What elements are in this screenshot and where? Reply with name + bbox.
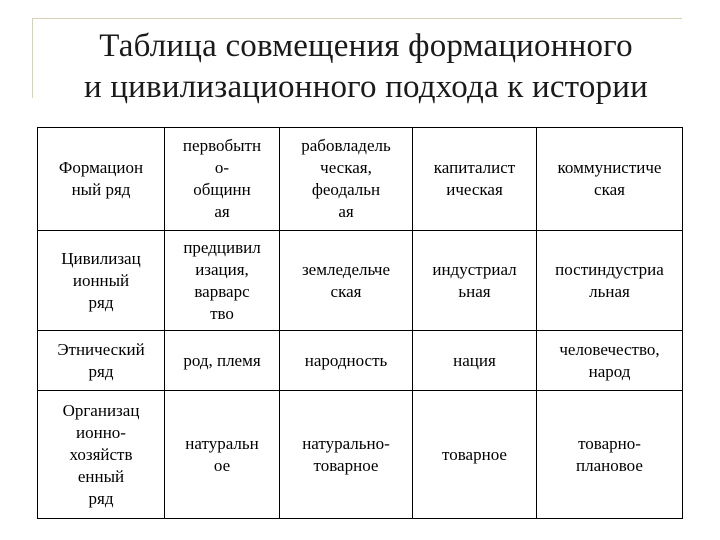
table-cell: нация	[413, 331, 537, 391]
table-cell: человечество, народ	[537, 331, 683, 391]
table-row-formation	[38, 128, 683, 231]
table-cell: индустриал ьная	[413, 231, 537, 331]
row-header-cell: Цивилизац ионный ряд	[38, 231, 165, 331]
table-cell: первобытн о- общинн ая	[165, 128, 280, 231]
table-cell: товарно- плановое	[537, 391, 683, 519]
slide-frame-top-line	[32, 18, 682, 19]
table-row-ethnic	[38, 331, 683, 391]
slide-title-line-2: и цивилизационного подхода к истории	[84, 69, 648, 105]
slide-title-line-1: Таблица совмещения формационного	[99, 28, 633, 64]
table-row-civilization	[38, 231, 683, 331]
row-header-cell: Формацион ный ряд	[38, 128, 165, 231]
table-cell: постиндустриа льная	[537, 231, 683, 331]
table-cell: натурально- товарное	[280, 391, 413, 519]
table-cell: род, племя	[165, 331, 280, 391]
table-cell: предцивил изация, варварс тво	[165, 231, 280, 331]
row-header-cell: Этнический ряд	[38, 331, 165, 391]
table-cell: товарное	[413, 391, 537, 519]
slide-title	[30, 26, 702, 108]
comparison-table	[37, 127, 683, 519]
row-header-cell: Организац ионно- хозяйств енный ряд	[38, 391, 165, 519]
table-cell: народность	[280, 331, 413, 391]
table-cell: земледельче ская	[280, 231, 413, 331]
table-cell: капиталист ическая	[413, 128, 537, 231]
table-cell: рабовладель ческая, феодальн ая	[280, 128, 413, 231]
table-cell: натуральн ое	[165, 391, 280, 519]
table-cell: коммунистиче ская	[537, 128, 683, 231]
table-row-economic	[38, 391, 683, 519]
